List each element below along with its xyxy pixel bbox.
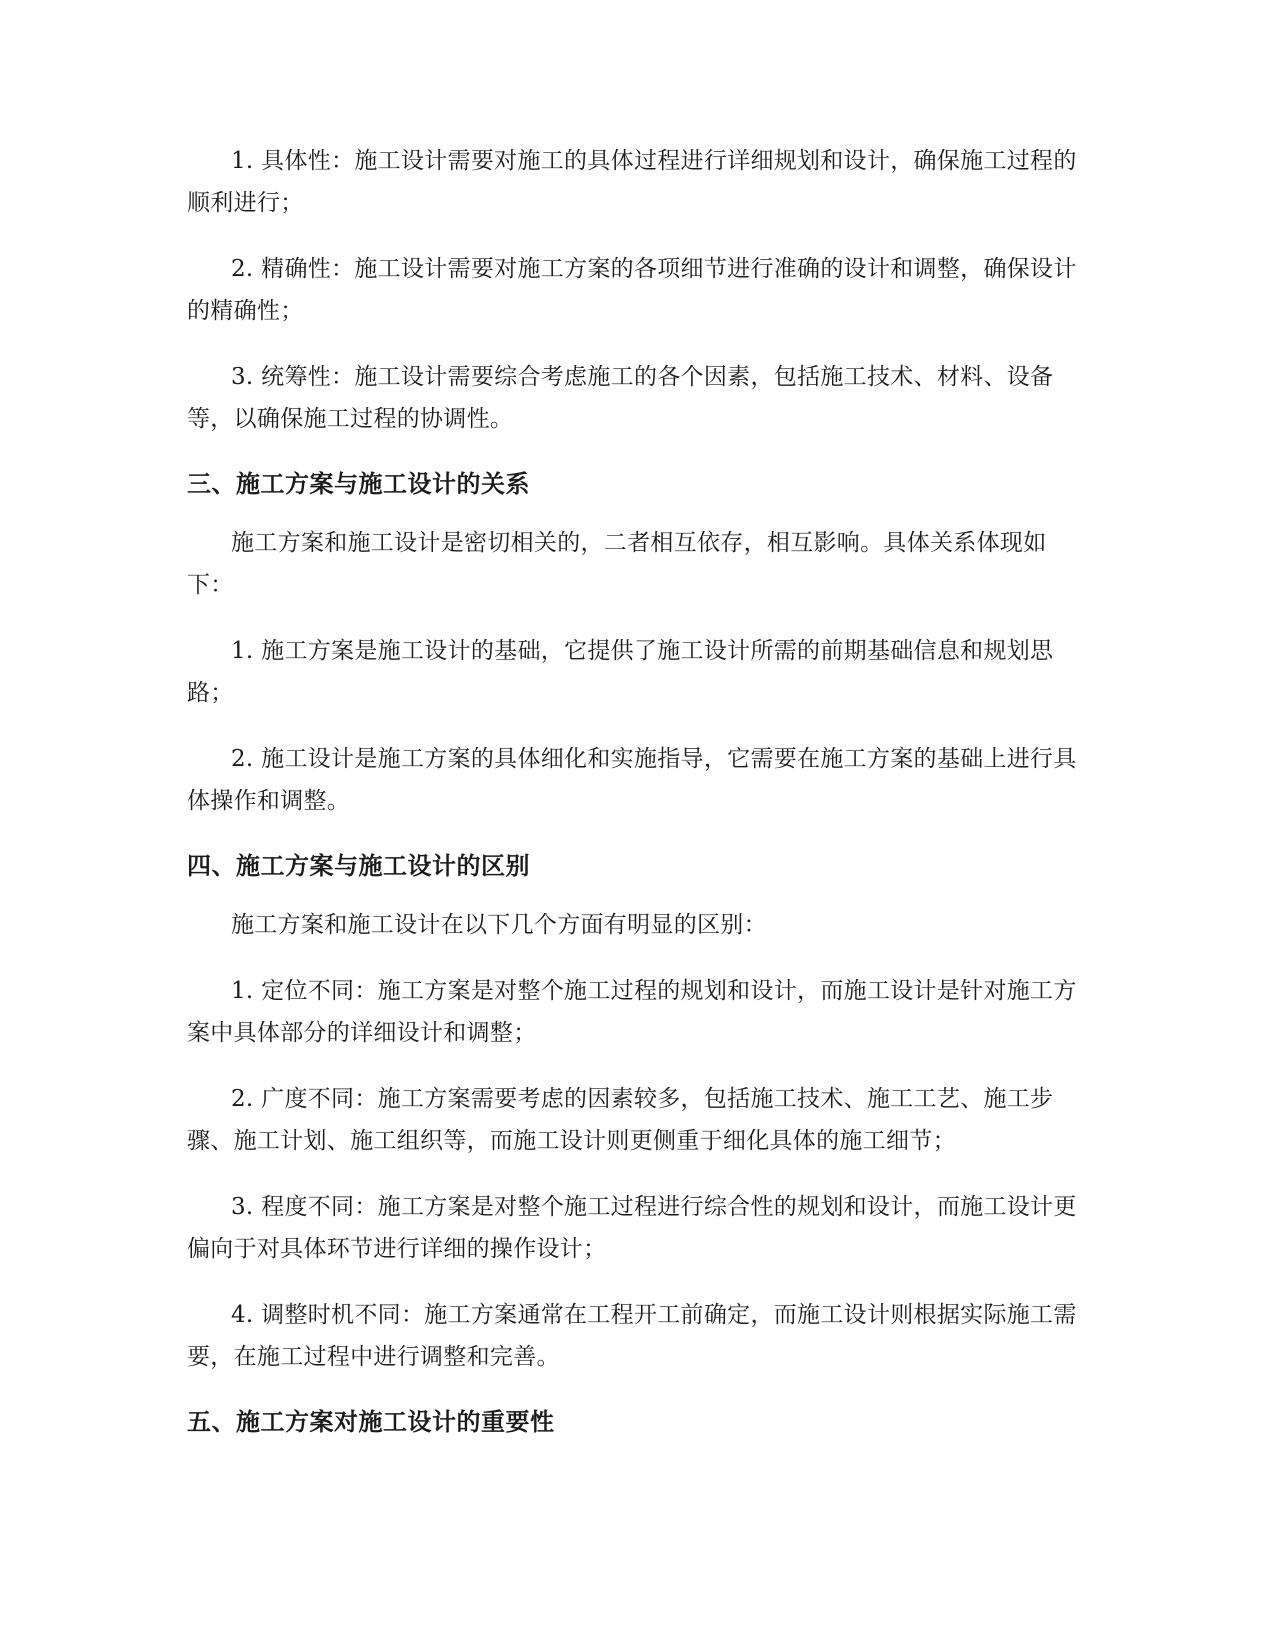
paragraph-difference-1: 1. 定位不同：施工方案是对整个施工过程的规划和设计，而施工设计是针对施工方案中具体部分的详细设计和调整； xyxy=(187,978,1077,1046)
paragraph-relation-1: 1. 施工方案是施工设计的基础，它提供了施工设计所需的前期基础信息和规划思路； xyxy=(187,638,1054,706)
paragraph-relation-2: 2. 施工设计是施工方案的具体细化和实施指导，它需要在施工方案的基础上进行具体操作和调整。 xyxy=(187,746,1077,814)
section-heading-3: 三、施工方案与施工设计的关系 xyxy=(187,469,530,498)
paragraph-precision: 2. 精确性：施工设计需要对施工方案的各项细节进行准确的设计和调整，确保设计的精确性； xyxy=(187,256,1077,324)
section-heading-4: 四、施工方案与施工设计的区别 xyxy=(187,851,530,880)
document-page xyxy=(187,140,1087,1460)
paragraph-difference-2: 2. 广度不同：施工方案需要考虑的因素较多，包括施工技术、施工工艺、施工步骤、施工计划、施工组织等，而施工设计则更侧重于细化具体的施工细节； xyxy=(187,1086,1054,1154)
paragraph-specificity: 1. 具体性：施工设计需要对施工的具体过程进行详细规划和设计，确保施工过程的顺利进行； xyxy=(187,148,1077,216)
paragraph-difference-intro: 施工方案和施工设计在以下几个方面有明显的区别： xyxy=(231,912,767,938)
paragraph-difference-4: 4. 调整时机不同：施工方案通常在工程开工前确定，而施工设计则根据实际施工需要，在施工过程中进行调整和完善。 xyxy=(187,1302,1077,1370)
paragraph-coordination: 3. 统筹性：施工设计需要综合考虑施工的各个因素，包括施工技术、材料、设备等，以确保施工过程的协调性。 xyxy=(187,364,1054,432)
paragraph-relation-intro: 施工方案和施工设计是密切相关的，二者相互依存，相互影响。具体关系体现如下： xyxy=(187,530,1047,598)
section-heading-5: 五、施工方案对施工设计的重要性 xyxy=(187,1407,555,1436)
paragraph-difference-3: 3. 程度不同：施工方案是对整个施工过程进行综合性的规划和设计，而施工设计更偏向于对具体环节进行详细的操作设计； xyxy=(187,1194,1077,1262)
